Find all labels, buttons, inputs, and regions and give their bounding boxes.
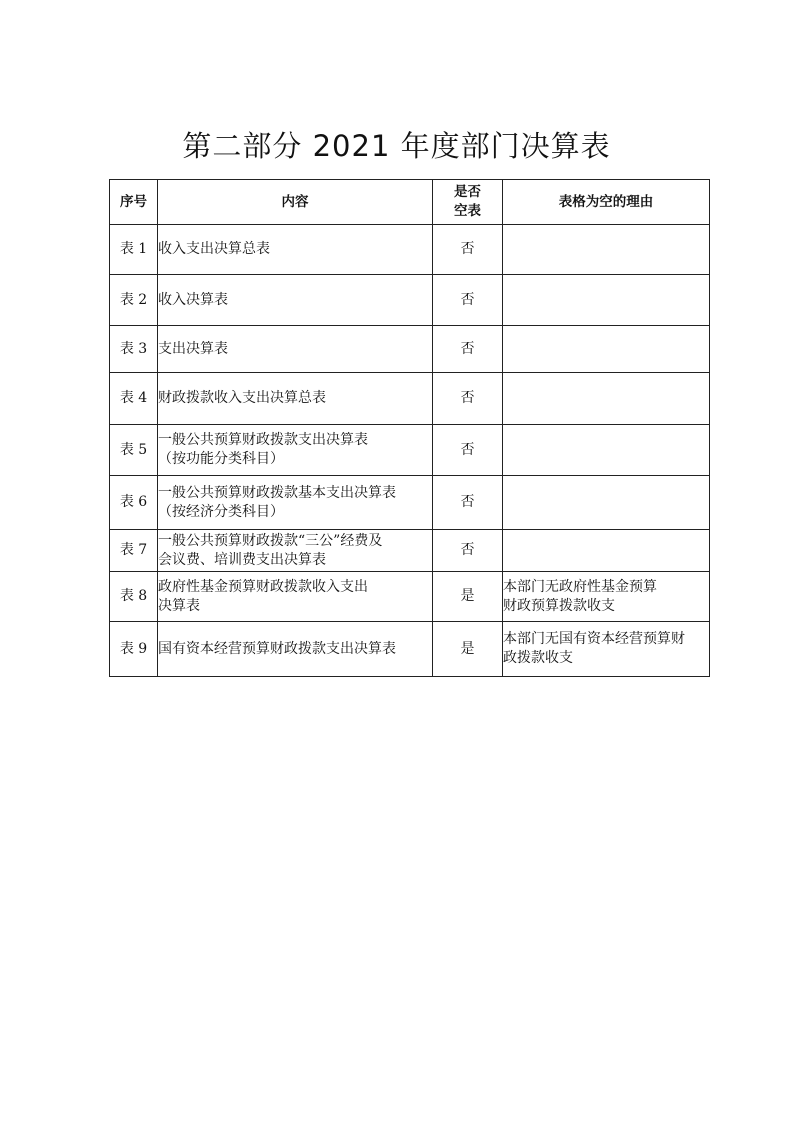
row-is-empty: 否 (433, 425, 503, 476)
table-row (110, 275, 710, 326)
row-reason-line: 本部门无政府性基金预算 (503, 578, 657, 595)
table-row (110, 326, 710, 373)
row-reason (503, 476, 710, 530)
row-is-empty: 否 (433, 326, 503, 373)
row-content-line: 收入支出决算总表 (158, 241, 270, 257)
row-is-empty: 否 (433, 225, 503, 275)
row-number: 表 4 (110, 373, 158, 425)
row-number: 表 6 (110, 476, 158, 530)
row-reason (503, 225, 710, 275)
header-is-empty-line-1: 是否 (454, 184, 481, 200)
page-title: 第二部分 2021 年度部门决算表 (182, 129, 611, 163)
row-number: 表 2 (110, 275, 158, 326)
row-reason (503, 275, 710, 326)
row-content-line: 会议费、培训费支出决算表 (158, 551, 326, 568)
row-is-empty: 是 (433, 622, 503, 677)
row-content (158, 476, 433, 530)
row-reason-line: 财政预算拨款收支 (503, 597, 615, 614)
table-row (110, 572, 710, 622)
row-reason (503, 622, 710, 677)
row-content-line: 收入决算表 (158, 291, 228, 308)
row-is-empty: 否 (433, 530, 503, 572)
header-is-empty-line-2: 空表 (454, 203, 481, 219)
row-reason (503, 326, 710, 373)
row-content-line: 支出决算表 (158, 340, 228, 357)
header-reason: 表格为空的理由 (503, 180, 710, 225)
row-content-line: 一般公共预算财政拨款“三公”经费及 (158, 532, 383, 549)
row-content (158, 530, 433, 572)
row-number: 表 3 (110, 326, 158, 373)
report-catalog-table (109, 179, 710, 677)
row-content (158, 326, 433, 373)
row-number: 表 8 (110, 572, 158, 622)
row-is-empty: 否 (433, 373, 503, 425)
row-content-line: （按经济分类科目） (158, 503, 284, 520)
row-reason-line: 政拨款收支 (503, 650, 573, 666)
row-reason (503, 530, 710, 572)
table-row (110, 225, 710, 275)
row-reason (503, 572, 710, 622)
row-reason-line: 本部门无国有资本经营预算财 (503, 631, 685, 647)
row-content (158, 425, 433, 476)
row-reason (503, 373, 710, 425)
header-is-empty (433, 180, 503, 225)
row-content-line: 财政拨款收入支出决算总表 (158, 390, 326, 406)
row-is-empty: 否 (433, 476, 503, 530)
header-no: 序号 (110, 180, 158, 225)
row-content (158, 373, 433, 425)
row-content (158, 622, 433, 677)
row-content-line: 一般公共预算财政拨款支出决算表 (158, 432, 368, 448)
table-body (110, 225, 710, 677)
row-content-line: （按功能分类科目） (158, 451, 284, 467)
row-content (158, 572, 433, 622)
row-content (158, 225, 433, 275)
row-number: 表 1 (110, 225, 158, 275)
table-row (110, 622, 710, 677)
row-content-line: 一般公共预算财政拨款基本支出决算表 (158, 484, 396, 501)
row-is-empty: 是 (433, 572, 503, 622)
row-reason (503, 425, 710, 476)
table-row (110, 425, 710, 476)
row-content (158, 275, 433, 326)
row-number: 表 7 (110, 530, 158, 572)
header-content: 内容 (158, 180, 433, 225)
row-is-empty: 否 (433, 275, 503, 326)
row-number: 表 9 (110, 622, 158, 677)
table-row (110, 530, 710, 572)
table-row (110, 476, 710, 530)
table-header-row (110, 180, 710, 225)
row-content-line: 决算表 (158, 597, 200, 614)
row-content-line: 政府性基金预算财政拨款收入支出 (158, 578, 368, 595)
row-number: 表 5 (110, 425, 158, 476)
row-content-line: 国有资本经营预算财政拨款支出决算表 (158, 640, 396, 657)
table-row (110, 373, 710, 425)
